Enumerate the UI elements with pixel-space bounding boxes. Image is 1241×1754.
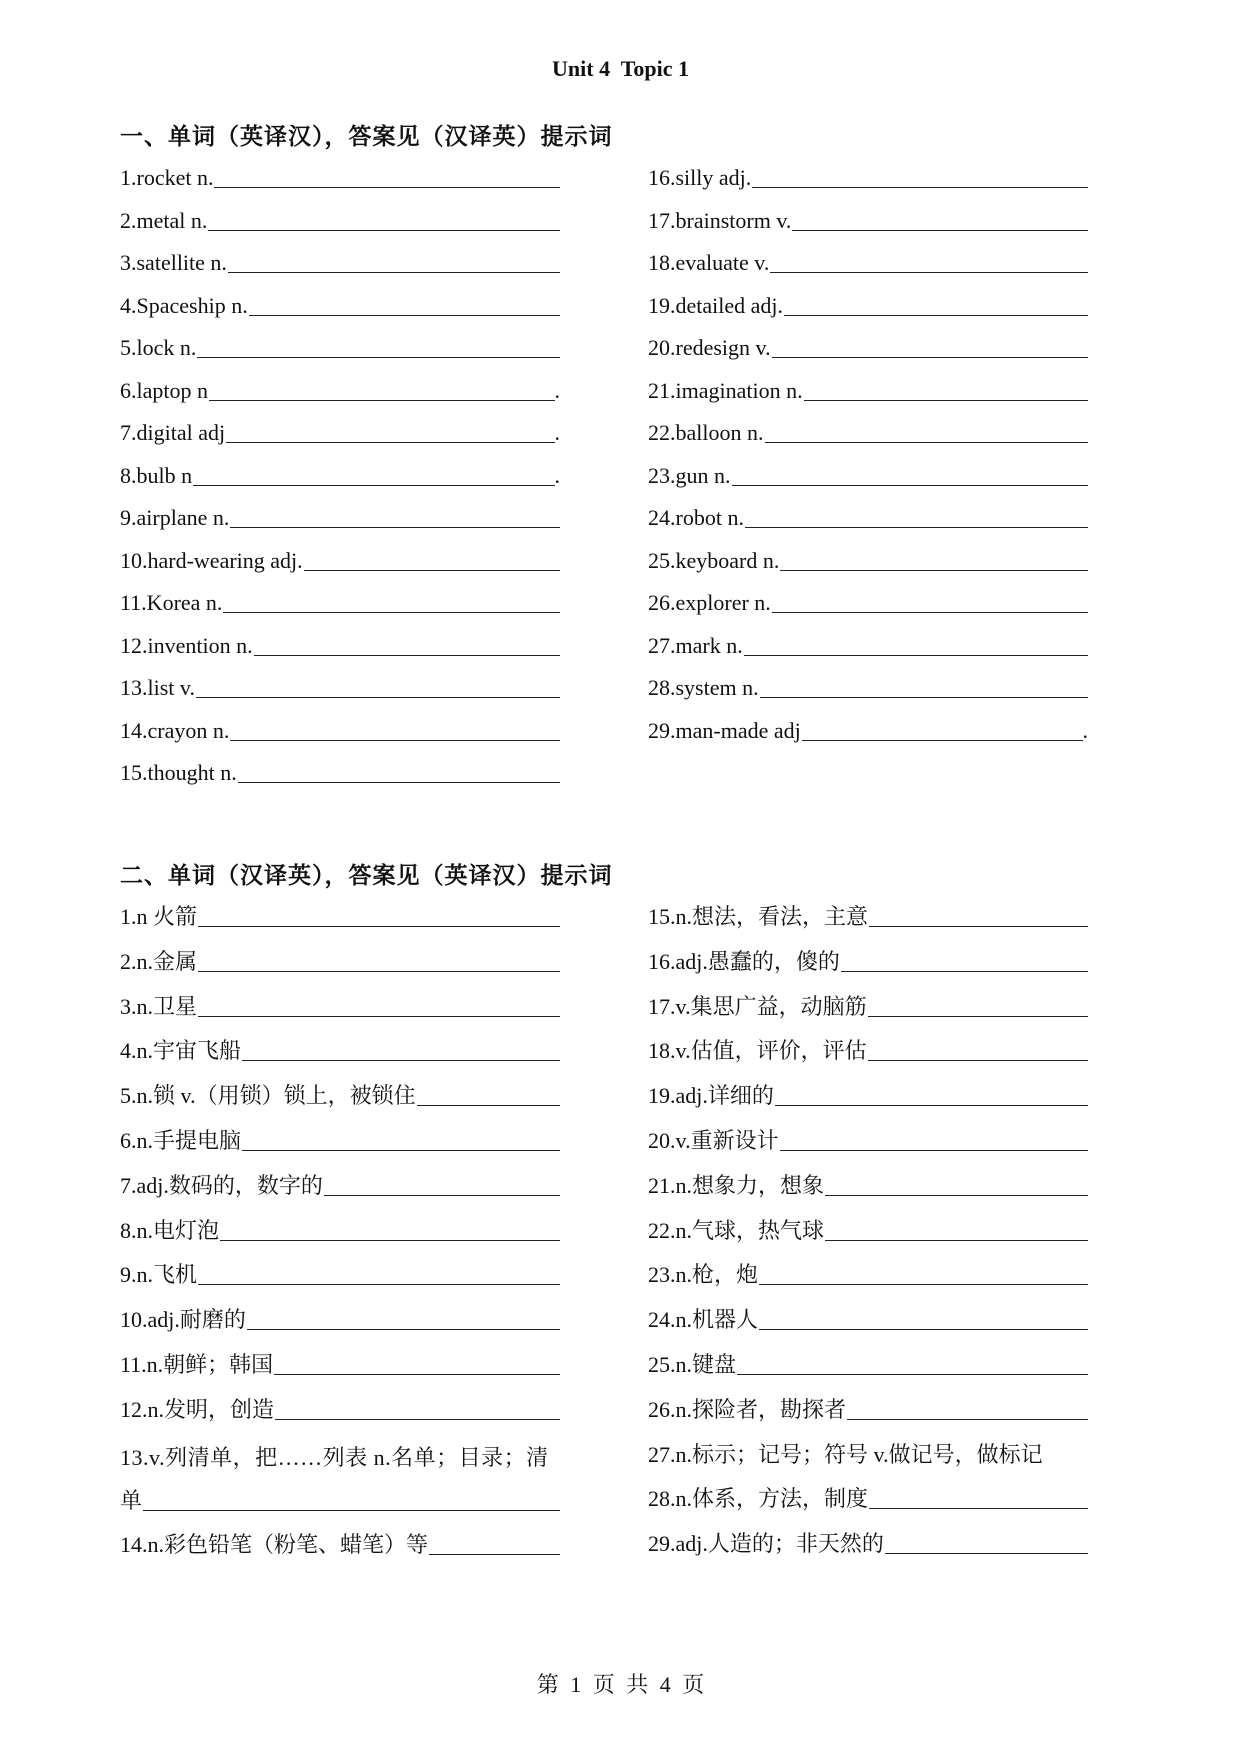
- answer-blank[interactable]: [802, 740, 1083, 741]
- answer-blank[interactable]: [825, 1195, 1088, 1196]
- vocab-prompt: 8.n.电灯泡: [120, 1217, 220, 1243]
- answer-blank[interactable]: [143, 1510, 560, 1511]
- section-2-heading: 二、单词（汉译英），答案见（英译汉）提示词: [120, 863, 613, 888]
- vocab-prompt: 28.n.体系，方法，制度: [648, 1486, 869, 1512]
- vocab-prompt: 23.n.枪，炮: [648, 1262, 759, 1288]
- vocab-prompt: 18.evaluate v.: [648, 250, 770, 275]
- answer-blank[interactable]: [770, 272, 1088, 273]
- vocab-item: [648, 243, 1088, 277]
- vocab-item: [120, 1525, 560, 1559]
- vocab-item: [120, 753, 560, 787]
- vocab-prompt-continued: 单: [120, 1487, 143, 1513]
- vocab-prompt: 6.laptop n: [120, 377, 208, 403]
- vocab-item: [120, 541, 560, 575]
- vocab-prompt: 12.invention n.: [120, 632, 253, 658]
- vocab-item: [648, 1300, 1088, 1334]
- vocab-prompt: 8.bulb n: [120, 462, 193, 488]
- answer-blank[interactable]: [274, 1374, 560, 1375]
- answer-blank[interactable]: [220, 1240, 560, 1241]
- vocab-prompt: 29.adj.人造的；非天然的: [648, 1531, 884, 1557]
- vocab-prompt: 24.n.机器人: [648, 1307, 759, 1333]
- vocab-item: [120, 456, 560, 490]
- vocab-item: [648, 1121, 1088, 1155]
- vocab-prompt: 19.detailed adj.: [648, 292, 784, 318]
- answer-blank[interactable]: [214, 187, 560, 188]
- vocab-prompt: 7.digital adj: [120, 420, 226, 445]
- answer-blank[interactable]: [825, 1240, 1088, 1241]
- answer-blank[interactable]: [247, 1329, 560, 1330]
- answer-blank[interactable]: [759, 1284, 1088, 1285]
- answer-blank[interactable]: [737, 1374, 1088, 1375]
- vocab-item: [648, 541, 1088, 575]
- vocab-prompt: 9.airplane n.: [120, 505, 230, 530]
- vocab-item: [120, 897, 560, 931]
- answer-blank[interactable]: [226, 442, 554, 443]
- vocab-prompt: 15.n.想法，看法，主意: [648, 904, 869, 929]
- vocab-prompt: 24.robot n.: [648, 505, 744, 530]
- vocab-item: [648, 668, 1088, 702]
- vocab-prompt: 27.n.标示；记号；符号 v.做记号，做标记: [648, 1441, 1043, 1467]
- vocab-prompt: 20.v.重新设计: [648, 1128, 779, 1153]
- vocab-prompt: 3.satellite n.: [120, 250, 227, 275]
- answer-blank[interactable]: [209, 400, 555, 401]
- answer-blank[interactable]: [242, 1150, 560, 1151]
- page-footer: 第 1 页 共 4 页: [536, 1672, 705, 1697]
- answer-blank[interactable]: [196, 697, 560, 698]
- vocab-prompt: 22.balloon n.: [648, 420, 764, 445]
- answer-blank[interactable]: [841, 971, 1088, 972]
- answer-blank[interactable]: [242, 1060, 560, 1061]
- vocab-item: [648, 498, 1088, 532]
- vocab-prompt: 25.n.键盘: [648, 1352, 737, 1377]
- vocab-prompt: 6.n.手提电脑: [120, 1128, 242, 1153]
- vocab-prompt: 13.list v.: [120, 675, 195, 700]
- section-1-heading: 一、单词（英译汉），答案见（汉译英）提示词: [120, 124, 613, 149]
- vocab-item: [648, 1435, 1108, 1469]
- vocab-prompt: 21.imagination n.: [648, 377, 803, 403]
- vocab-prompt: 19.adj.详细的: [648, 1083, 774, 1109]
- vocab-prompt: 10.adj.耐磨的: [120, 1307, 246, 1333]
- answer-blank[interactable]: [772, 612, 1088, 613]
- vocab-item: [120, 1211, 560, 1245]
- vocab-prompt: 2.n.金属: [120, 948, 198, 974]
- vocab-item: [120, 1390, 560, 1424]
- vocab-item: [648, 1479, 1088, 1513]
- answer-blank[interactable]: [228, 272, 560, 273]
- answer-blank[interactable]: [198, 1016, 560, 1017]
- answer-blank[interactable]: [780, 570, 1088, 571]
- answer-blank[interactable]: [198, 926, 560, 927]
- vocab-item: [648, 583, 1088, 617]
- vocab-item: [120, 1031, 560, 1065]
- vocab-tail-punct: .: [554, 462, 560, 488]
- vocab-prompt: 10.hard-wearing adj.: [120, 547, 303, 573]
- answer-blank[interactable]: [223, 612, 560, 613]
- vocab-item: [648, 286, 1088, 320]
- vocab-prompt: 13.v.列清单，把……列表 n.名单；目录；清: [120, 1444, 549, 1470]
- answer-blank[interactable]: [745, 527, 1088, 528]
- vocab-item: [120, 201, 560, 235]
- vocab-item: [120, 243, 560, 277]
- answer-blank[interactable]: [198, 971, 560, 972]
- answer-blank[interactable]: [744, 655, 1088, 656]
- answer-blank[interactable]: [324, 1195, 560, 1196]
- vocab-item: [648, 711, 1088, 745]
- vocab-item: [120, 1255, 560, 1289]
- vocab-item: [648, 1076, 1088, 1110]
- vocab-item: [648, 1031, 1088, 1065]
- vocab-item: [120, 987, 560, 1021]
- vocab-item: [648, 456, 1088, 490]
- vocab-prompt: 17.brainstorm v.: [648, 207, 792, 233]
- vocab-item: [648, 413, 1088, 447]
- vocab-item: [120, 626, 560, 660]
- vocab-tail-punct: .: [554, 420, 560, 445]
- answer-blank[interactable]: [752, 187, 1088, 188]
- vocab-item: [648, 371, 1088, 405]
- answer-blank[interactable]: [732, 485, 1089, 486]
- answer-blank[interactable]: [775, 1105, 1088, 1106]
- vocab-prompt: 14.crayon n.: [120, 717, 230, 743]
- vocab-item: [648, 1211, 1088, 1245]
- vocab-prompt: 15.thought n.: [120, 760, 237, 785]
- vocab-item: [120, 1076, 560, 1110]
- answer-blank[interactable]: [869, 1508, 1088, 1509]
- answer-blank[interactable]: [238, 782, 560, 783]
- vocab-item: [120, 286, 560, 320]
- vocab-item: [120, 328, 560, 362]
- answer-blank[interactable]: [804, 400, 1088, 401]
- vocab-prompt: 11.n.朝鲜；韩国: [120, 1352, 274, 1377]
- answer-blank[interactable]: [792, 230, 1088, 231]
- answer-blank[interactable]: [784, 315, 1088, 316]
- vocab-prompt: 22.n.气球，热气球: [648, 1217, 825, 1243]
- vocab-prompt: 25.keyboard n.: [648, 547, 780, 573]
- vocab-prompt: 28.system n.: [648, 675, 759, 700]
- vocab-tail-punct: .: [554, 377, 560, 403]
- vocab-item: [120, 668, 560, 702]
- vocab-item: [648, 328, 1088, 362]
- page-title: Unit 4 Topic 1: [552, 56, 689, 81]
- answer-blank[interactable]: [429, 1554, 560, 1555]
- vocab-prompt: 16.adj.愚蠢的，傻的: [648, 948, 840, 974]
- answer-blank[interactable]: [885, 1553, 1088, 1554]
- vocab-prompt: 26.explorer n.: [648, 590, 771, 615]
- answer-blank[interactable]: [417, 1105, 560, 1106]
- vocab-prompt: 20.redesign v.: [648, 335, 771, 360]
- vocab-item: [120, 1121, 560, 1155]
- answer-blank[interactable]: [193, 485, 554, 486]
- vocab-prompt: 16.silly adj.: [648, 165, 752, 190]
- answer-blank[interactable]: [765, 442, 1089, 443]
- answer-blank[interactable]: [230, 527, 560, 528]
- vocab-item: [120, 371, 560, 405]
- answer-blank[interactable]: [868, 1060, 1088, 1061]
- answer-blank[interactable]: [304, 570, 560, 571]
- vocab-prompt: 26.n.探险者，勘探者: [648, 1396, 847, 1422]
- vocab-prompt: 14.n.彩色铅笔（粉笔、蜡笔）等: [120, 1532, 429, 1558]
- vocab-item: [648, 158, 1088, 192]
- vocab-item: [648, 1345, 1088, 1379]
- answer-blank[interactable]: [249, 315, 560, 316]
- answer-blank[interactable]: [254, 655, 560, 656]
- answer-blank[interactable]: [275, 1419, 560, 1420]
- vocab-prompt: 1.rocket n.: [120, 165, 214, 190]
- answer-blank[interactable]: [760, 697, 1088, 698]
- vocab-prompt: 29.man-made adj: [648, 717, 801, 743]
- vocab-prompt: 5.lock n.: [120, 335, 197, 360]
- vocab-prompt: 2.metal n.: [120, 207, 208, 233]
- vocab-item: [648, 1390, 1088, 1424]
- vocab-item: [648, 1255, 1088, 1289]
- vocab-item: [120, 158, 560, 192]
- vocab-item: [120, 1345, 560, 1379]
- vocab-prompt: 4.n.宇宙飞船: [120, 1038, 242, 1064]
- vocab-prompt: 12.n.发明，创造: [120, 1396, 275, 1422]
- answer-blank[interactable]: [869, 926, 1088, 927]
- vocab-prompt: 1.n 火箭: [120, 904, 198, 929]
- vocab-item: [120, 583, 560, 617]
- vocab-prompt: 9.n.飞机: [120, 1262, 198, 1288]
- answer-blank[interactable]: [847, 1419, 1088, 1420]
- answer-blank[interactable]: [759, 1329, 1088, 1330]
- vocab-item: [120, 498, 560, 532]
- vocab-item: [120, 413, 560, 447]
- vocab-prompt: 21.n.想象力，想象: [648, 1172, 825, 1198]
- answer-blank[interactable]: [197, 357, 560, 358]
- vocab-item: [120, 942, 560, 976]
- vocab-item: [648, 942, 1088, 976]
- vocab-prompt: 27.mark n.: [648, 632, 743, 658]
- answer-blank[interactable]: [868, 1016, 1088, 1017]
- vocab-tail-punct: .: [1082, 717, 1088, 743]
- vocab-item: [648, 897, 1088, 931]
- answer-blank[interactable]: [230, 740, 560, 741]
- answer-blank[interactable]: [772, 357, 1088, 358]
- vocab-item: [648, 1166, 1088, 1200]
- vocab-prompt: 11.Korea n.: [120, 590, 223, 615]
- answer-blank[interactable]: [780, 1150, 1088, 1151]
- vocab-prompt: 3.n.卫星: [120, 993, 198, 1019]
- vocab-prompt: 17.v.集思广益，动脑筋: [648, 993, 867, 1019]
- vocab-item: [648, 1524, 1088, 1558]
- vocab-prompt: 5.n.锁 v.（用锁）锁上，被锁住: [120, 1083, 416, 1109]
- vocab-item: [120, 1435, 560, 1515]
- vocab-prompt: 4.Spaceship n.: [120, 292, 248, 318]
- vocab-prompt: 23.gun n.: [648, 462, 731, 488]
- answer-blank[interactable]: [208, 230, 560, 231]
- vocab-prompt: 18.v.估值，评价，评估: [648, 1038, 867, 1064]
- vocab-item: [120, 711, 560, 745]
- vocab-item: [648, 987, 1088, 1021]
- vocab-prompt: 7.adj.数码的，数字的: [120, 1172, 323, 1198]
- answer-blank[interactable]: [198, 1284, 560, 1285]
- vocab-item: [648, 201, 1088, 235]
- vocab-item: [120, 1300, 560, 1334]
- vocab-item: [648, 626, 1088, 660]
- vocab-item: [120, 1166, 560, 1200]
